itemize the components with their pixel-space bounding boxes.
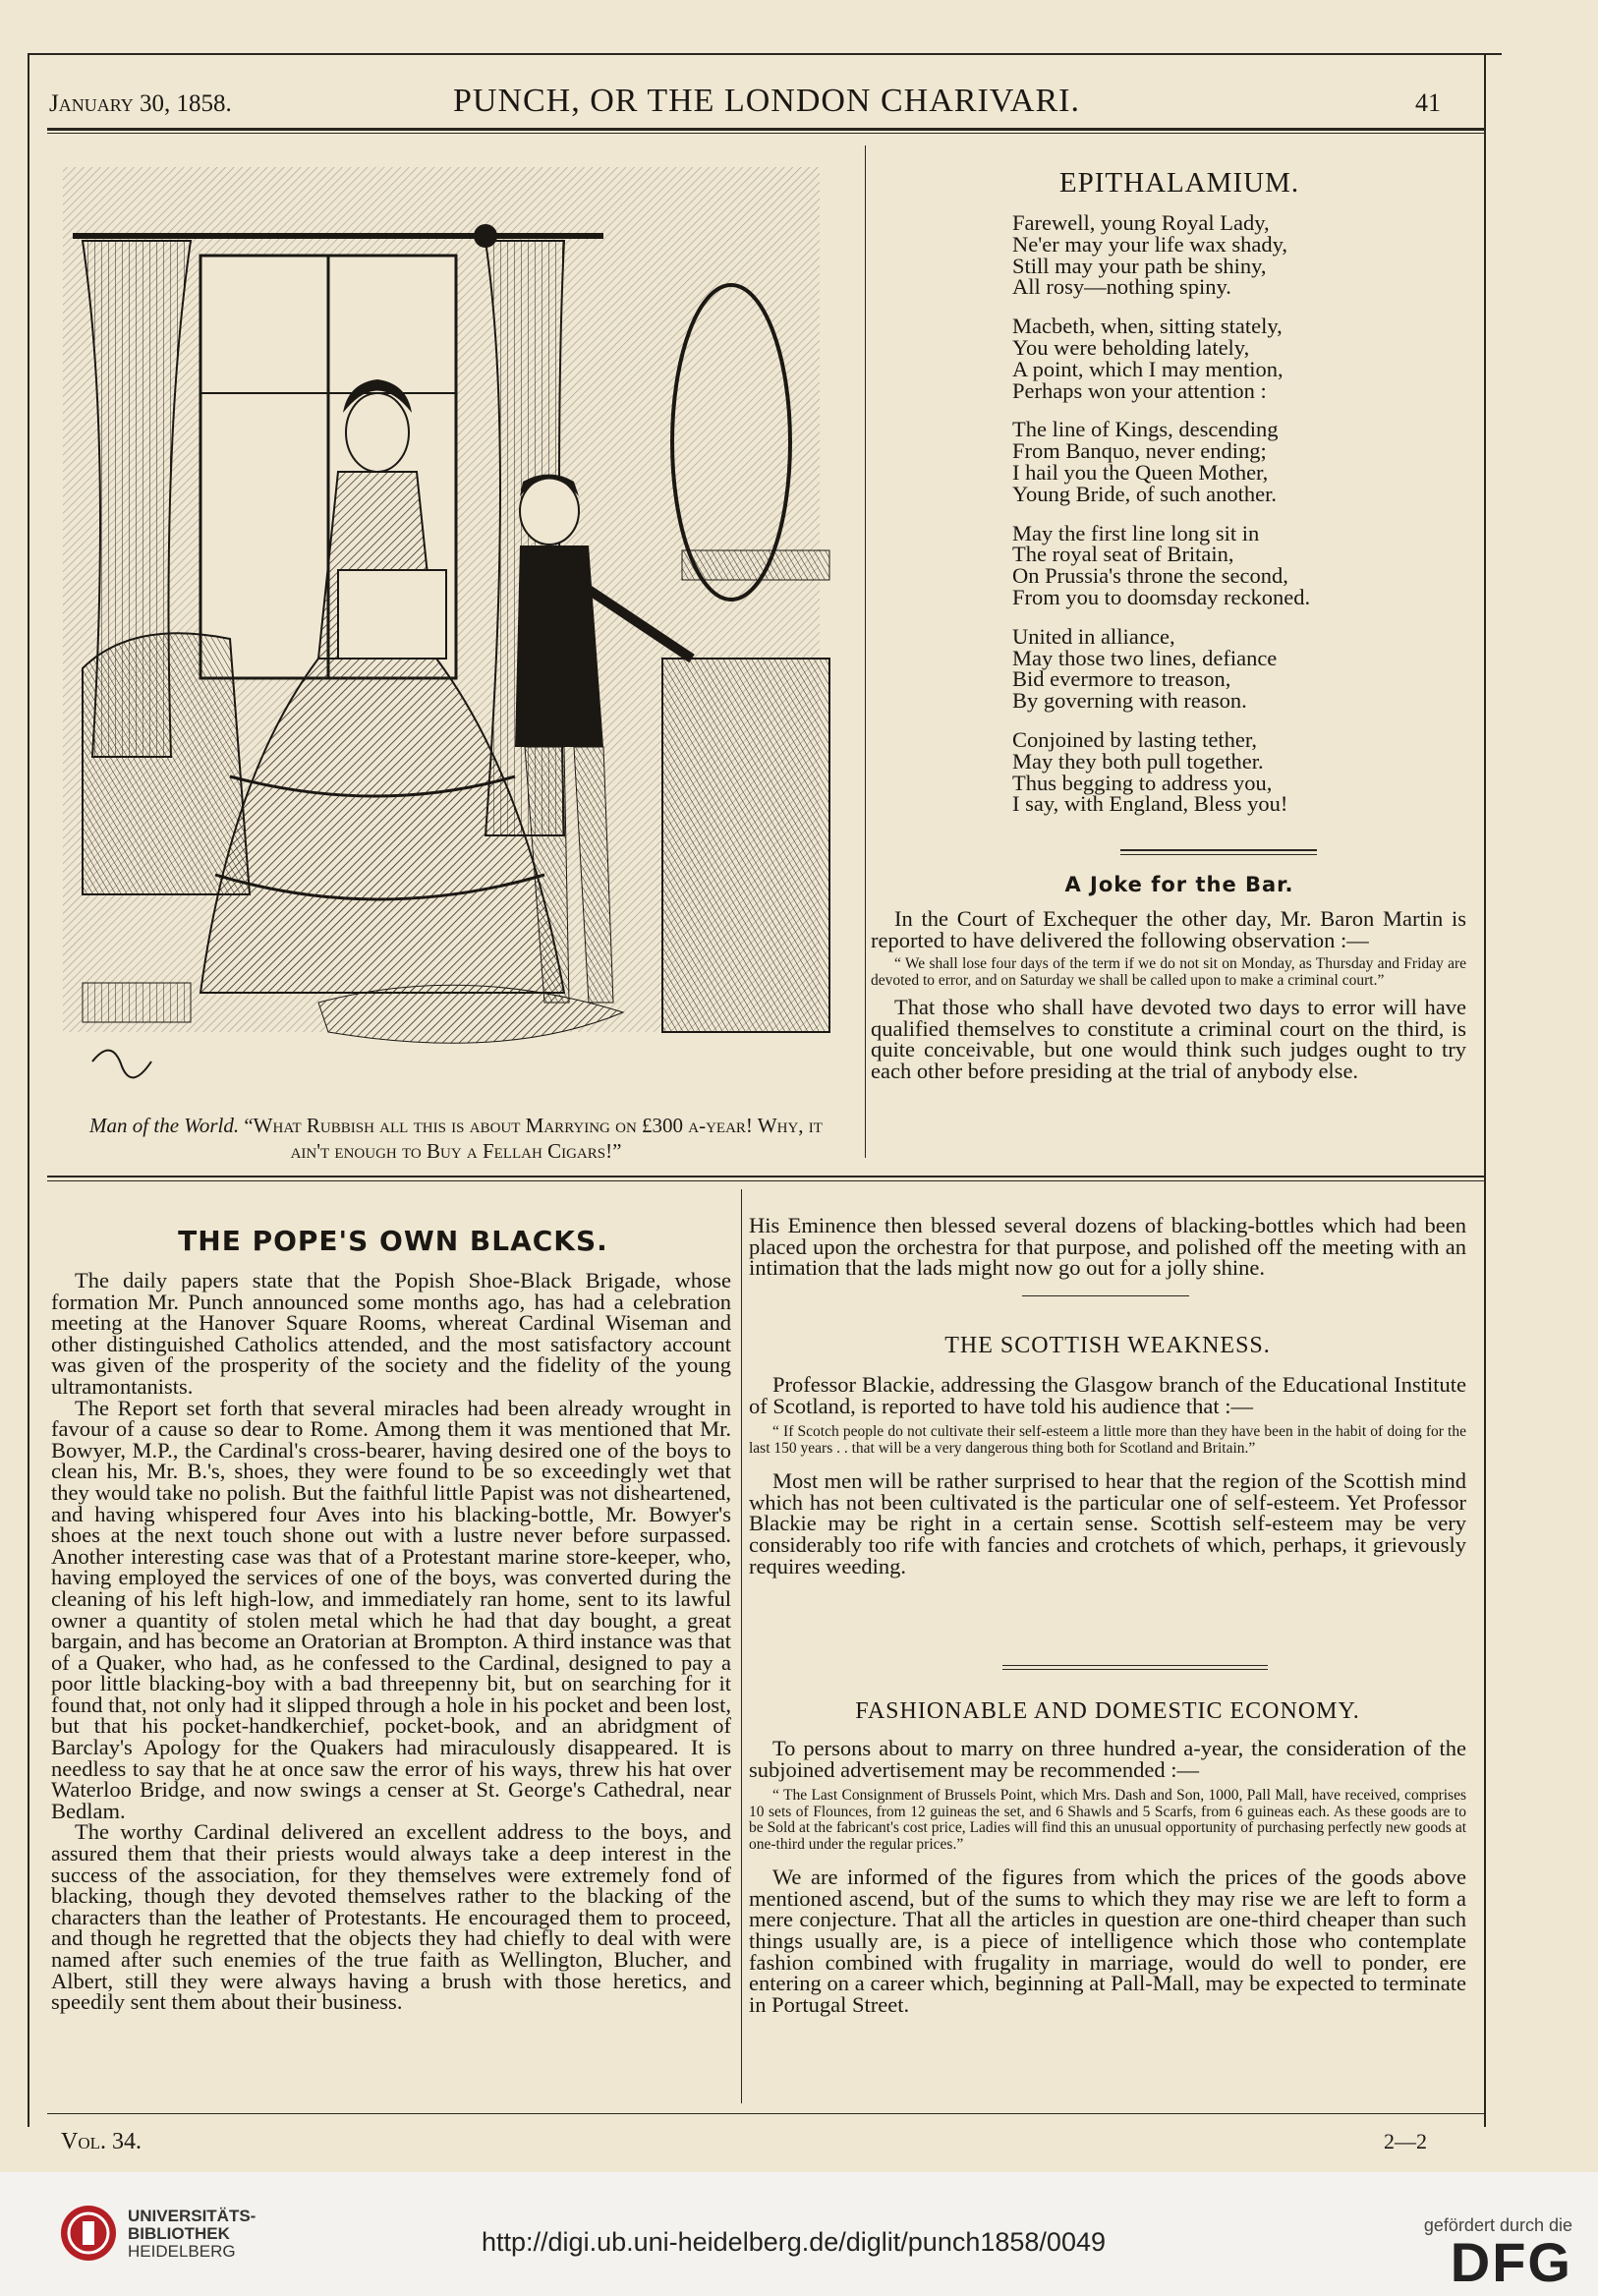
pope-paragraph-2: The Report set forth that several miracles had been already wrought in favour of a cause so dear to Rome. Among them it was mentioned that Mr. Bowyer, M.P., the Cardinal's cross-bearer, having desired one of the boys to clean his, Mr. B.'s, shoes, they were found to be so exceedingly wet that they would take no polish. But the faithful little Papist was not disheartened, and having whispered four Aves into his blacking-bottle, Mr. Bowyer's shoes at the next touch shone out with a lustre never before surpassed. Another interesting case was that of a Protestant marine store-keeper, who, having employed the services of one of the boys, was converted during the cleaning of his left high-low, and immediately ran home, sent to its lawful owner a quantity of stolen metal which he had that day bought, a great bargain, and has become an Oratorian at Brompton. A third instance was that of a Quaker, who had, as he confessed to the Cardinal, designed to pay a poor little blacking-boy with a bad threepenny bit, but on searching for it found that, not only had it slipped through a hole in his pocket and been lost, but that his pocket-handkerchief, pocket-book, and an abridgment of Barclay's Apology for the Quakers had miraculously disappeared. It is needless to say that he at once saw the error of his ways, threw his hat over Waterloo Bridge, and now swings a censer at St. George's Cathedral, near Bedlam.: [51, 1395, 731, 1823]
poem-line: From Banquo, never ending;: [1012, 438, 1267, 464]
poem-line: Conjoined by lasting tether,: [1012, 726, 1258, 752]
page-number: 41: [1415, 88, 1441, 117]
bottom-column-divider: [741, 1189, 742, 2103]
fashion-body: We are informed of the figures from which the prices of the goods above mentioned ascend, but of the sums to which they may rise we are left to form a mere conjecture. That all the articles in question are one-third cheaper than such things usually are, is a piece of intelligence which those who contemplate fashion combined with frugality in marriage, would do well to ponder, ere entering on a career which, beginning at Pall-Mall, may be expected to terminate in Portugal Street.: [749, 1865, 1466, 2017]
cartoon-illustration: [53, 147, 839, 1106]
library-line-2: BIBLIOTHEK: [128, 2224, 230, 2243]
poem-stanza: [1012, 316, 1474, 401]
dfg-logo[interactable]: DFG: [1450, 2231, 1572, 2293]
poem-line: By governing with reason.: [1012, 688, 1247, 714]
caption-title: Man of the World.: [89, 1114, 240, 1137]
section-divider-thin: [47, 1180, 1484, 1181]
poem-line: From you to doomsday reckoned.: [1012, 584, 1311, 609]
pope-paragraph-1: The daily papers state that the Popish Shoe-Black Brigade, whose formation Mr. Punch announced some months ago, has had a celebration meeting at the Hanover Square Rooms, whereat Cardinal Wiseman and other distinguished Catholics attended, and the most satisfactory account was given of the prosperity of the society and the fidelity of the young ultramontanists.: [51, 1268, 731, 1399]
poem-line: Ne'er may your life wax shady,: [1012, 231, 1287, 257]
volume-label: Vol. 34.: [61, 2129, 142, 2154]
short-rule-2b: [1002, 1669, 1268, 1670]
joke-intro: In the Court of Exchequer the other day, Mr. Baron Martin is reported to have delivered the following observation :—: [871, 906, 1466, 952]
masthead-title: PUNCH, OR THE LONDON CHARIVARI.: [452, 83, 1080, 119]
caption-quote: “What Rubbish all this is about Marrying on £300 a-year! Why, it ain't enough to Buy a Fellah Cigars!”: [244, 1114, 823, 1163]
university-seal-icon[interactable]: [59, 2204, 118, 2263]
cartoon-caption: [83, 1113, 829, 1164]
short-rule-2: [1002, 1665, 1268, 1666]
poem-line: May those two lines, defiance: [1012, 645, 1278, 670]
poem-end-rule: [1120, 849, 1317, 851]
joke-title: A Joke for the Bar.: [1064, 873, 1294, 896]
continuation-text: His Eminence then blessed several dozens of blacking-bottles which had been placed upon the orchestra for that purpose, and polished off the meeting with an intimation that the lads might now go out for a jolly shine.: [749, 1213, 1466, 1281]
pope-title: THE POPE'S OWN BLACKS.: [178, 1225, 608, 1257]
scottish-article: [749, 1374, 1466, 1577]
pope-article: [51, 1270, 731, 2013]
fashion-article: [749, 1738, 1466, 2015]
poem-stanza: [1012, 520, 1474, 609]
pope-paragraph-3: The worthy Cardinal delivered an excellent address to the boys, and assured them that their priests would always take a deep interest in the success of the association, for they themselves were extremely fond of blacking, though they devoted themselves rather to the blacking of the characters than the leather of Protestants. He encouraged them to proceed, and though he regretted that the objects they had chiefly to deal with were named after such enemies of the true faith as Wellington, Blucher, and Albert, still they were always having a brush with those heretics, and speedily sent them about their business.: [51, 1819, 731, 2015]
seal-graphic: [59, 2204, 118, 2263]
library-logo-text[interactable]: [128, 2208, 256, 2261]
epithalamium-poem: [1012, 212, 1474, 832]
scottish-quote-block: [749, 1424, 1466, 1457]
poem-line: Thus begging to address you,: [1012, 770, 1273, 795]
poem-line: The royal seat of Britain,: [1012, 542, 1234, 567]
header-rule: [47, 128, 1484, 131]
scottish-title: THE SCOTTISH WEAKNESS.: [944, 1333, 1271, 1358]
library-line-1: UNIVERSITÄTS-: [128, 2207, 257, 2225]
poem-line: Bid evermore to treason,: [1012, 666, 1231, 692]
top-border: [28, 53, 1502, 55]
poem-line: On Prussia's throne the second,: [1012, 563, 1288, 589]
joke-body: That those who shall have devoted two days to error will have qualified themselves to constitute a criminal court on the third, is quite conceivable, but one would think such judges ought to try each other before presiding at the trial of anybody else.: [871, 995, 1466, 1083]
joke-quote-block: [871, 956, 1466, 989]
left-border: [28, 53, 29, 2127]
section-divider: [47, 1176, 1484, 1177]
poem-stanza: [1012, 212, 1474, 298]
top-column-divider: [865, 145, 866, 1158]
right-border: [1484, 53, 1486, 2127]
poem-line: Perhaps won your attention :: [1012, 377, 1267, 403]
header-rule-thin: [47, 133, 1484, 134]
scottish-quote: “ If Scotch people do not cultivate their self-esteem a little more than they have been in the habit of doing for the last 150 years . . that will be a very dangerous thing both for Scotland and Britain.”: [749, 1423, 1466, 1457]
poem-line: Macbeth, when, sitting stately,: [1012, 314, 1283, 339]
short-rule-1: [1022, 1295, 1189, 1296]
permalink-url[interactable]: http://digi.ub.uni-heidelberg.de/diglit/punch1858/0049: [482, 2227, 1106, 2257]
poem-stanza: [1012, 623, 1474, 714]
funded-by-text: gefördert durch die: [1423, 2215, 1572, 2235]
scottish-body: Most men will be rather surprised to hear that the region of the Scottish mind which has not been cultivated is the particular one of self-esteem. Yet Professor Blackie may be right in a certain sense. Scottish self-esteem may be very considerably too rife with fancies and crotchets of which, perhaps, it grievously requires weeding.: [749, 1468, 1466, 1578]
poem-line: May they both pull together.: [1012, 748, 1264, 774]
cartoon-drawing: [53, 147, 839, 1106]
poem-line: A point, which I may mention,: [1012, 356, 1284, 381]
poem-line: I say, with England, Bless you!: [1012, 791, 1288, 817]
signature-mark: 2—2: [1384, 2129, 1427, 2153]
fashion-intro: To persons about to marry on three hundred a-year, the consideration of the subjoined advertisement may be recommended :—: [749, 1736, 1466, 1782]
epithalamium-title: EPITHALAMIUM.: [1058, 167, 1300, 199]
library-line-3: HEIDELBERG: [128, 2242, 236, 2261]
poem-end-rule-thin: [1120, 854, 1317, 855]
joke-article: [871, 908, 1466, 1082]
fashion-quote: “ The Last Consignment of Brussels Point, which Mrs. Dash and Son, 1000, Pall Mall, have received, comprises 10 sets of Flounces, from 12 guineas the set, and 6 Shawls and 5 Scarfs, from 6 guineas each. As these goods are to be Sold at the fabricant's cost price, Ladies will find this an unusual opportunity of purchasing perfectly new goods at one-third under the regular prices.”: [749, 1787, 1466, 1853]
poem-line: Young Bride, of such another.: [1012, 481, 1277, 506]
poem-line: The line of Kings, descending: [1012, 417, 1279, 442]
poem-line: United in alliance,: [1012, 623, 1175, 649]
footer-rule: [47, 2113, 1484, 2114]
scottish-intro: Professor Blackie, addressing the Glasgow branch of the Educational Institute of Scotland, is reported to have told his audience that :—: [749, 1372, 1466, 1418]
poem-stanza: [1012, 726, 1474, 817]
poem-line: You were beholding lately,: [1012, 334, 1250, 360]
joke-quote: “ We shall lose four days of the term if we do not sit on Monday, as Thursday and Friday are devoted to error, and on Saturday we shall be called upon to make a criminal court.”: [871, 955, 1466, 989]
poem-stanza: [1012, 419, 1474, 504]
issue-date: January 30, 1858.: [49, 90, 232, 117]
poem-line: I hail you the Queen Mother,: [1012, 459, 1269, 485]
poem-line: All rosy—nothing spiny.: [1012, 274, 1231, 300]
poem-line: Farewell, young Royal Lady,: [1012, 210, 1270, 235]
poem-line: May the first line long sit in: [1012, 520, 1260, 545]
poem-line: Still may your path be shiny,: [1012, 253, 1267, 278]
viewer-footer: [0, 2172, 1598, 2296]
continuation-block: [749, 1215, 1466, 1279]
fashion-quote-block: [749, 1788, 1466, 1853]
fashion-title: FASHIONABLE AND DOMESTIC ECONOMY.: [855, 1698, 1360, 1724]
